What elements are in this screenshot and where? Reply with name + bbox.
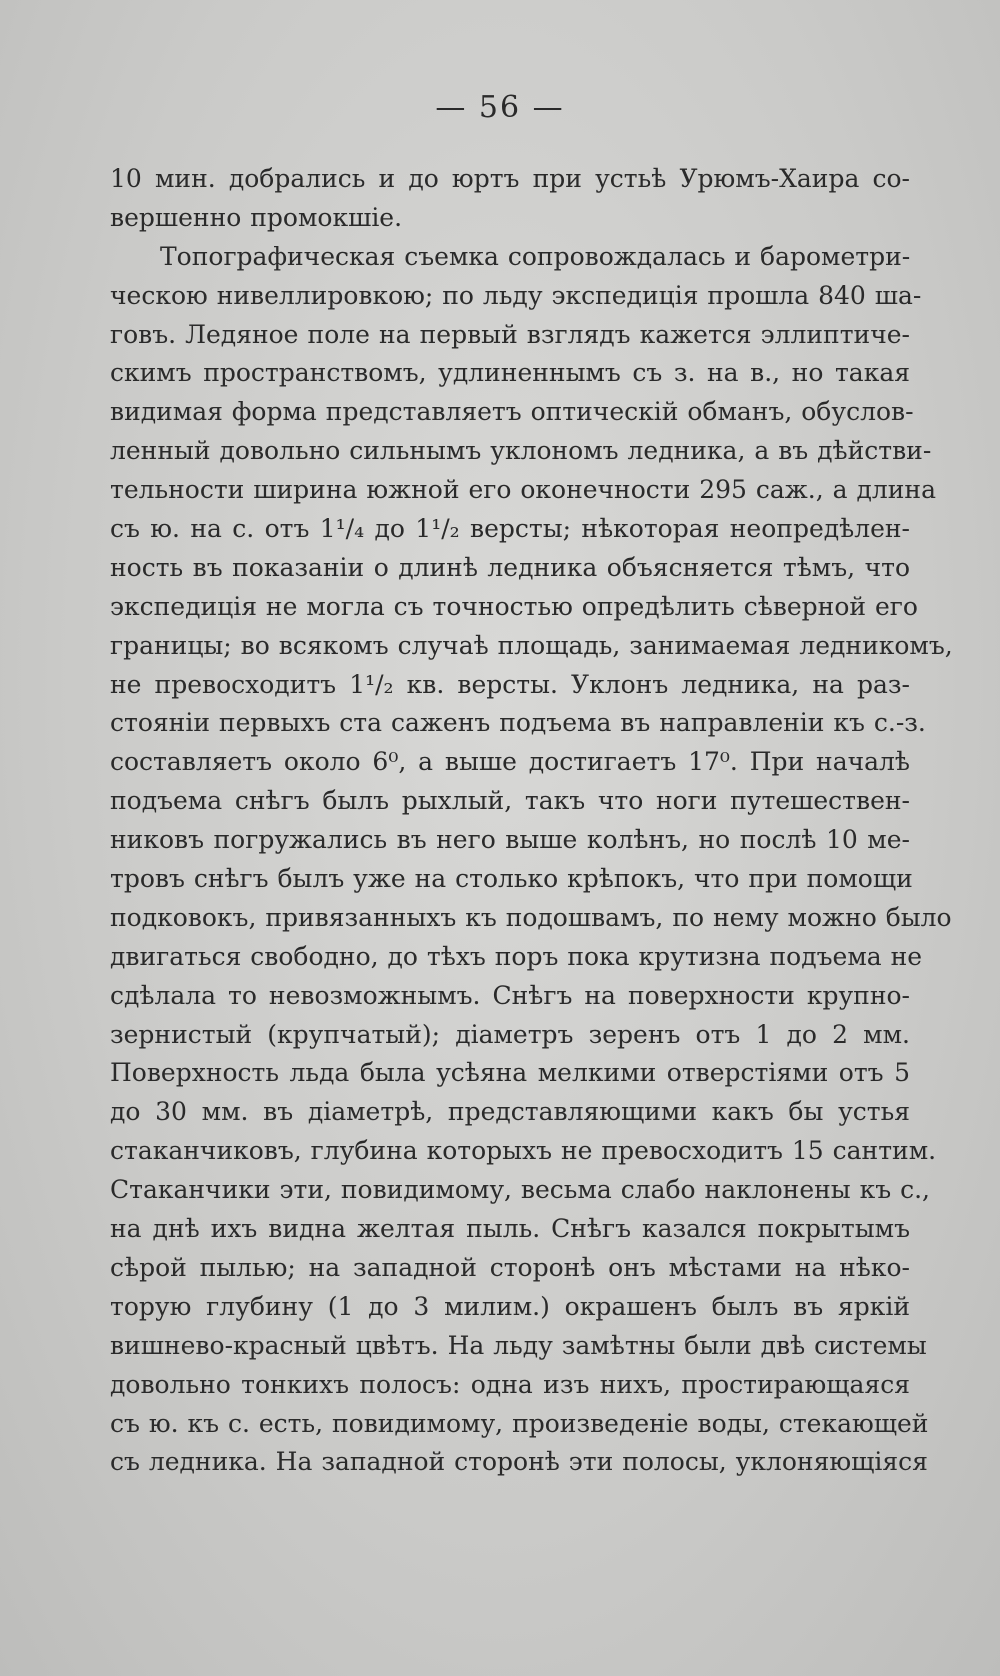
text-line: Поверхность льда была усѣяна мелкими отверстіями отъ 5 xyxy=(110,1058,910,1088)
text-line: подковокъ, привязанныхъ къ подошвамъ, по нему можно было xyxy=(110,902,952,932)
text-line: скимъ пространствомъ, удлиненнымъ съ з. на в., но такая xyxy=(110,358,910,388)
text-line: видимая форма представляетъ оптическій обманъ, обуслов- xyxy=(110,397,914,427)
text-line: не превосходитъ 1¹/₂ кв. версты. Уклонъ ледника, на раз- xyxy=(110,669,910,699)
text-line: довольно тонкихъ полосъ: одна изъ нихъ, простирающаяся xyxy=(110,1369,910,1399)
body-text xyxy=(110,160,953,1482)
text-line: съ ю. къ с. есть, повидимому, произведеніе воды, стекающей xyxy=(110,1408,929,1438)
text-line: съ ледника. На западной сторонѣ эти полосы, уклоняющіяся xyxy=(110,1447,928,1477)
text-line: Стаканчики эти, повидимому, весьма слабо наклонены къ с., xyxy=(110,1175,931,1205)
text-line: зернистый (крупчатый); діаметръ зеренъ отъ 1 до 2 мм. xyxy=(110,1019,910,1049)
text-line: границы; во всякомъ случаѣ площадь, занимаемая ледникомъ, xyxy=(110,630,953,660)
text-line: тровъ снѣгъ былъ уже на столько крѣпокъ, что при помощи xyxy=(110,864,913,894)
text-line: тельности ширина южной его оконечности 295 саж., а длина xyxy=(110,475,936,505)
text-line: ческою нивеллировкою; по льду экспедиція прошла 840 ша- xyxy=(110,280,922,310)
text-line: Топографическая съемка сопровождалась и барометри- xyxy=(160,241,911,271)
text-line: сдѣлала то невозможнымъ. Снѣгъ на поверхности крупно- xyxy=(110,980,910,1010)
text-line: стаканчиковъ, глубина которыхъ не превосходитъ 15 сантим. xyxy=(110,1136,937,1166)
text-line: съ ю. на с. отъ 1¹/₄ до 1¹/₂ версты; нѣкоторая неопредѣлен- xyxy=(110,514,910,544)
text-line: 10 мин. добрались и до юртъ при устьѣ Урюмъ-Хаира со- xyxy=(110,164,910,193)
text-line: двигаться свободно, до тѣхъ поръ пока крутизна подъема не xyxy=(110,941,923,971)
text-line: вишнево-красный цвѣтъ. На льду замѣтны были двѣ системы xyxy=(110,1330,927,1360)
text-line: до 30 мм. въ діаметрѣ, представляющими какъ бы устья xyxy=(110,1097,910,1127)
text-line: говъ. Ледяное поле на первый взглядъ кажется эллиптиче- xyxy=(110,319,910,349)
text-line: экспедиція не могла съ точностью опредѣлить сѣверной его xyxy=(110,591,918,621)
text-line: ленный довольно сильнымъ уклономъ ледника, а въ дѣйстви- xyxy=(110,436,932,466)
text-line: торую глубину (1 до 3 милим.) окрашенъ былъ въ яркій xyxy=(110,1291,910,1321)
text-line: вершенно промокшіе. xyxy=(110,202,403,232)
text-line: на днѣ ихъ видна желтая пыль. Снѣгъ казался покрытымъ xyxy=(110,1214,910,1244)
text-line: ность въ показаніи о длинѣ ледника объясняется тѣмъ, что xyxy=(110,552,910,582)
text-line: никовъ погружались въ него выше колѣнъ, но послѣ 10 ме- xyxy=(110,825,910,855)
text-line: составляетъ около 6⁰, а выше достигаетъ 17⁰. При началѣ xyxy=(110,747,910,777)
text-line: сѣрой пылью; на западной сторонѣ онъ мѣстами на нѣко- xyxy=(110,1252,910,1282)
text-line: подъема снѣгъ былъ рыхлый, такъ что ноги путешествен- xyxy=(110,786,910,816)
text-line: стояніи первыхъ ста саженъ подъема въ направленіи къ с.-з. xyxy=(110,708,926,738)
page-number: — 56 — xyxy=(435,90,565,125)
